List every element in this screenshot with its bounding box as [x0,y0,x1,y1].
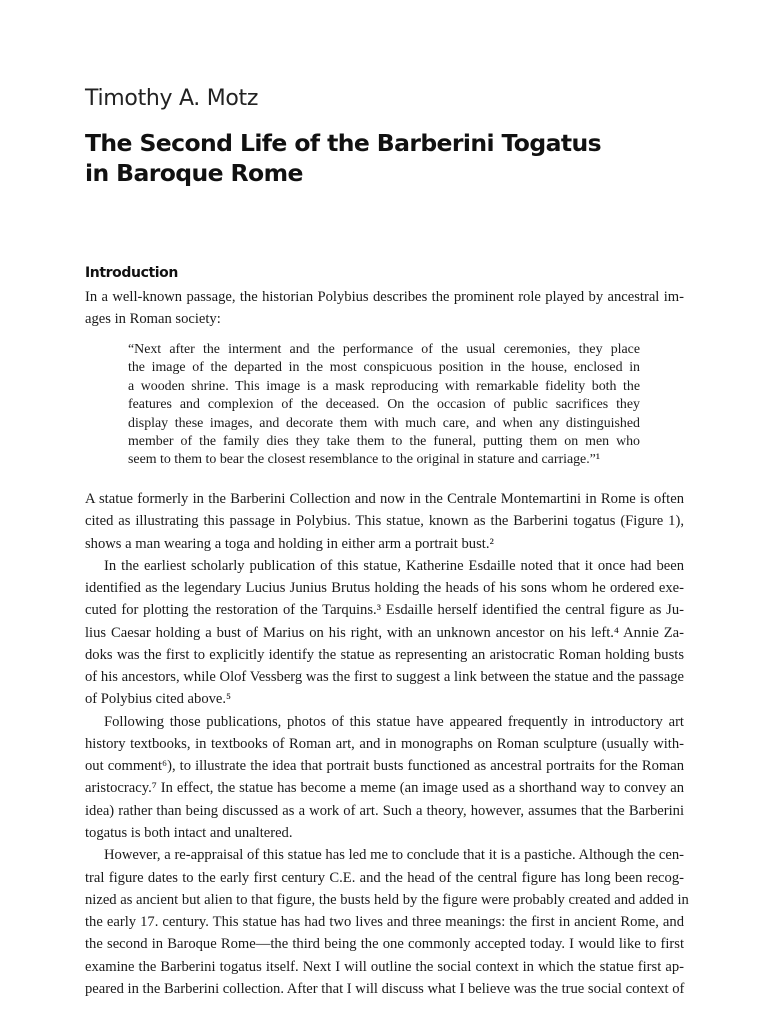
text-line: A statue formerly in the Barberini Collection and now in the Centrale Montemartini in Rome is often [85,491,684,507]
block-quote [128,341,640,470]
text-line: doks was the first to explicitly identify the statue as representing an aristocratic Roman holding busts [85,646,684,663]
text-line: peared in the Barberini collection. After that I will discuss what I believe was the true social context of [85,980,685,997]
text-line: idea) rather than being discussed as a work of art. Such a theory, however, assumes that the Barberini [85,802,684,819]
text-line: In a well-known passage, the historian Polybius describes the prominent role played by ancestral im- [85,289,684,305]
article-title [85,128,601,188]
text-line: examine the Barberini togatus itself. Next I will outline the social context in which the statue first ap- [85,958,684,975]
text-line: the image of the departed in the most conspicuous position in the house, enclosed in [128,360,640,376]
text-line: identified as the legendary Lucius Junius Brutus holding the heads of his sons whom he ordered exe- [85,580,684,597]
text-line: cited as illustrating this passage in Polybius. This statue, known as the Barberini togatus (Figure 1), [85,513,684,530]
text-line: aristocracy.⁷ In effect, the statue has become a meme (an image used as a shorthand way to convey an [85,780,684,797]
text-line: “Next after the interment and the performance of the usual ceremonies, they place [128,342,640,357]
text-line: nized as ancient but alien to that figure, the busts held by the figure were probably created and added in [85,891,689,908]
text-line: cuted for plotting the restoration of the Tarquins.³ Esdaille herself identified the central figure as Ju- [85,602,684,619]
body-text [85,488,689,1000]
section-heading: Introduction [85,265,178,281]
text-line: the second in Baroque Rome—the third being the one commonly accepted today. I would like to first [85,936,684,953]
text-line: seem to them to bear the closest resemblance to the original in stature and carriage.”¹ [128,452,601,468]
intro-paragraph [85,286,684,330]
text-line: shows a man wearing a toga and holding in either arm a portrait bust.² [85,535,494,552]
text-line: tral figure dates to the early first century C.E. and the head of the central figure has long been recog- [85,869,684,886]
text-line: In the earliest scholarly publication of this statue, Katherine Esdaille noted that it once had been [104,557,684,574]
paragraph [85,555,684,711]
text-line: history textbooks, in textbooks of Roman art, and in monographs on Roman sculpture (usually with- [85,735,684,752]
paragraph [85,711,684,845]
text-line: out comment⁶), to illustrate the idea that portrait busts functioned as ancestral portraits for the Roman [85,758,684,775]
text-line: lius Caesar holding a bust of Marius on his right, with an unknown ancestor on his left.⁴ Annie Za- [85,624,684,641]
paragraph [85,488,684,555]
paragraph [85,844,689,1000]
text-line: Following those publications, photos of this statue have appeared frequently in introductory art [104,713,684,730]
title-line: in Baroque Rome [85,159,303,187]
title-line: The Second Life of the Barberini Togatus [85,129,601,157]
text-line: of Polybius cited above.⁵ [85,691,232,708]
text-line: member of the family dies they take them to the funeral, putting them on men who [128,434,640,450]
text-line: However, a re-appraisal of this statue has led me to conclude that it is a pastiche. Although the cen- [104,847,684,864]
text-line: display these images, and decorate them with much care, and when any distinguished [128,415,640,431]
text-line: ages in Roman society: [85,311,221,327]
text-line: of his ancestors, while Olof Vessberg was the first to suggest a link between the statue and the passage [85,669,684,686]
text-line: togatus is both intact and unaltered. [85,824,293,841]
author-name: Timothy A. Motz [85,86,259,111]
text-line: features and complexion of the deceased. On the occasion of public sacrifices they [128,397,640,413]
text-line: a wooden shrine. This image is a mask reproducing with remarkable fidelity both the [128,378,640,394]
text-line: the early 17. century. This statue has had two lives and three meanings: the first in ancient Rome, and [85,914,684,931]
